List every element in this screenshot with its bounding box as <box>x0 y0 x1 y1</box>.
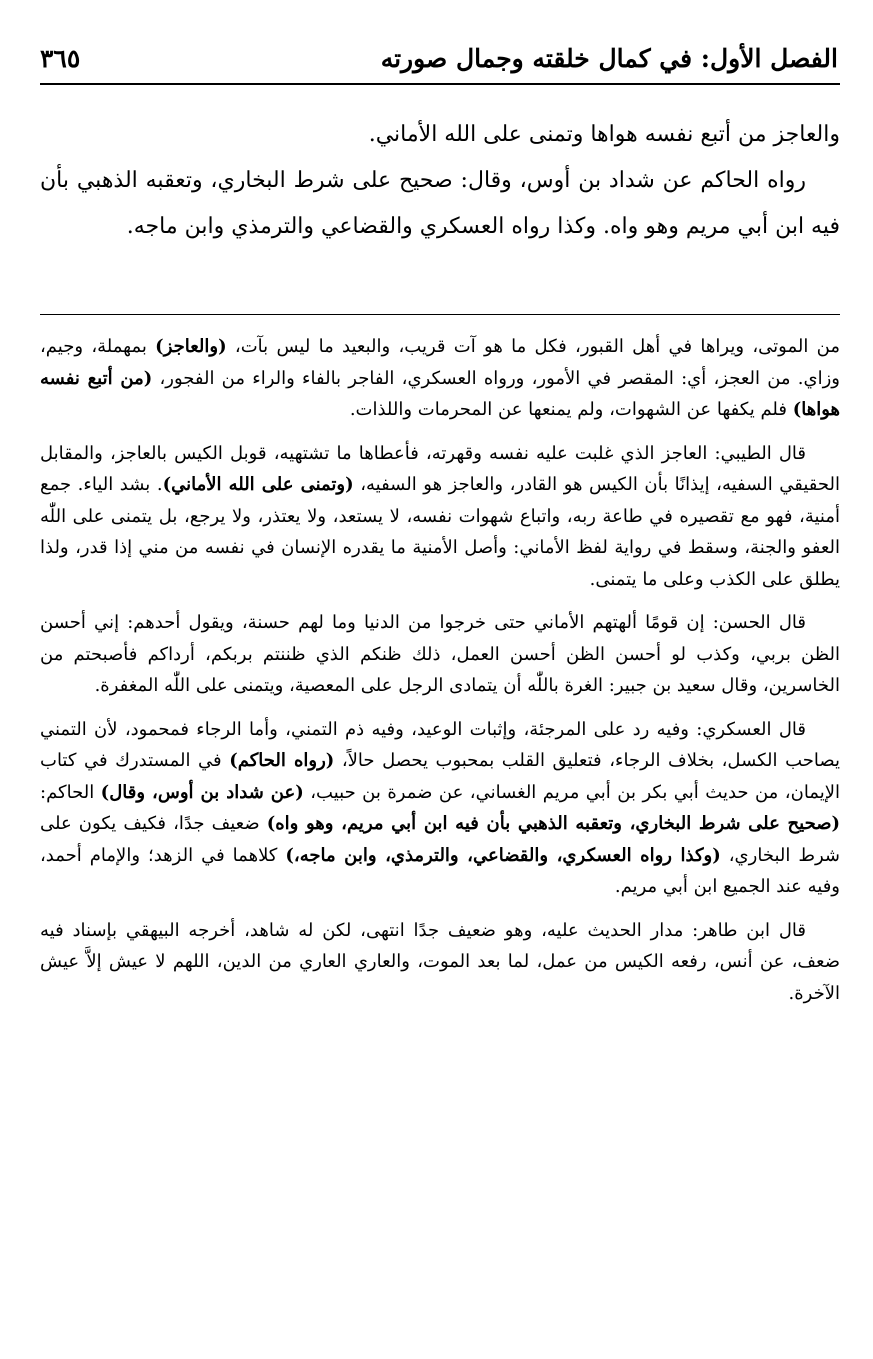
quoted-phrase: (صحيح على شرط البخاري، وتعقبه الذهبي بأن فيه ابن أبي مريم، وهو واه) <box>266 813 840 834</box>
note-text: . بشد الياء. جمع أمنية، فهو مع تقصيره في طاعة ربه، واتباع شهوات نفسه، لا يستعد، ولا يعتذر، ولا يرجع، بل يتمنى على اللّٰه العفو والجنة، وسقط في رواية لفظ الأماني: وأصل الأمنية ما يقدره الإنسان في نفسه من مني إذا قدر، ولذا يطلق على الكذب وعلى ما يتمنى. <box>40 474 840 590</box>
note-text: في المستدرك في كتاب الإيمان، من حديث أبي بكر بن أبي مريم الغساني، عن ضمرة بن حبيب، <box>40 750 840 803</box>
hadith-text: والعاجز من أتبع نفسه هواها وتمنى على الله الأماني. <box>368 122 840 147</box>
note-text: بمهملة، وجيم، وزاي. من العجز، أي: المقصر في الأمور، ورواه العسكري، الفاجر بالفاء والراء من الفجور، <box>40 336 840 389</box>
note-text: قال الطيبي: العاجز الذي غلبت عليه نفسه وقهرته، فأعطاها ما تشتهيه، قوبل الكيس بالعاجز، والمقابل الحقيقي السفيه، إيذانًا بأن الكيس هو القادر، والعاجز هو السفيه، <box>40 442 840 495</box>
quoted-phrase: (وتمنى على الله الأماني) <box>162 474 354 495</box>
quoted-phrase: (من أتبع نفسه هواها) <box>40 367 840 420</box>
main-text <box>40 112 840 250</box>
note-text: فلم يكفها عن الشهوات، ولم يمنعها عن المحرمات واللذات. <box>349 399 793 420</box>
commentary-paragraph <box>40 331 840 426</box>
note-text: كلاهما في الزهد؛ والإمام أحمد، وفيه عند الجميع ابن أبي مريم. <box>40 844 840 897</box>
note-text: الحاكم: <box>40 781 101 803</box>
header-rule <box>40 83 840 85</box>
quoted-phrase: (وكذا رواه العسكري، والقضاعي، والترمذي، وابن ماجه،) <box>285 844 721 866</box>
chapter-title: الفصل الأول: في كمال خلقته وجمال صورته <box>380 43 838 73</box>
hadith-source: رواه الحاكم عن شداد بن أوس، وقال: صحيح على شرط البخاري، وتعقبه الذهبي بأن فيه ابن أبي مريم وهو واه. وكذا رواه العسكري والقضاعي والترمذي وابن ماجه. <box>40 168 840 239</box>
commentary-paragraph: قال ابن طاهر: مدار الحديث عليه، وهو ضعيف جدًا انتهى، لكن له شاهد، أخرجه البيهقي بإسناد فيه ضعف، عن أنس، رفعه الكيس من عمل، لما بعد الموت، والعاري العاري من الدين، اللهم لا عيش إلاَّ عيش الآخرة. <box>40 919 840 1004</box>
quoted-phrase: (عن شداد بن أوس، وقال) <box>100 781 304 803</box>
quoted-phrase: (رواه الحاكم) <box>229 750 335 771</box>
note-text: ضعيف جدًا، فكيف يكون على شرط البخاري، <box>40 813 841 866</box>
commentary-paragraph <box>40 438 840 596</box>
note-text: من الموتى، ويراها في أهل القبور، فكل ما هو آت قريب، والبعيد ما ليس بآت، <box>226 336 840 357</box>
page-header <box>40 38 838 78</box>
commentary-paragraph: قال الحسن: إن قومًا ألهتهم الأماني حتى خرجوا من الدنيا وما لهم حسنة، ويقول أحدهم: إني أحسن الظن بربي، وكذب لو أحسن الظن أحسن العمل، ذلك ظنكم الذي ظننتم بربكم، أرداكم فأصبحتم من الخاسرين، وقال سعيد بن جبير: الغرة باللّٰه أن يتمادى الرجل على المعصية، ويتمنى على اللّٰه المغفرة. <box>40 612 840 696</box>
commentary <box>40 331 840 1021</box>
page-number: ٣٦٥ <box>40 43 81 73</box>
footnote-divider <box>40 314 840 315</box>
commentary-paragraph <box>40 714 840 903</box>
note-text: قال العسكري: وفيه رد على المرجئة، وإثبات الوعيد، وفيه ذم التمني، وأما الرجاء فمحمود، لأن التمني يصاحب الكسل، بخلاف الرجاء، فتعليق القلب بمحبوب يحصل حالاً، <box>40 718 840 771</box>
quoted-phrase: (والعاجز) <box>155 336 227 357</box>
